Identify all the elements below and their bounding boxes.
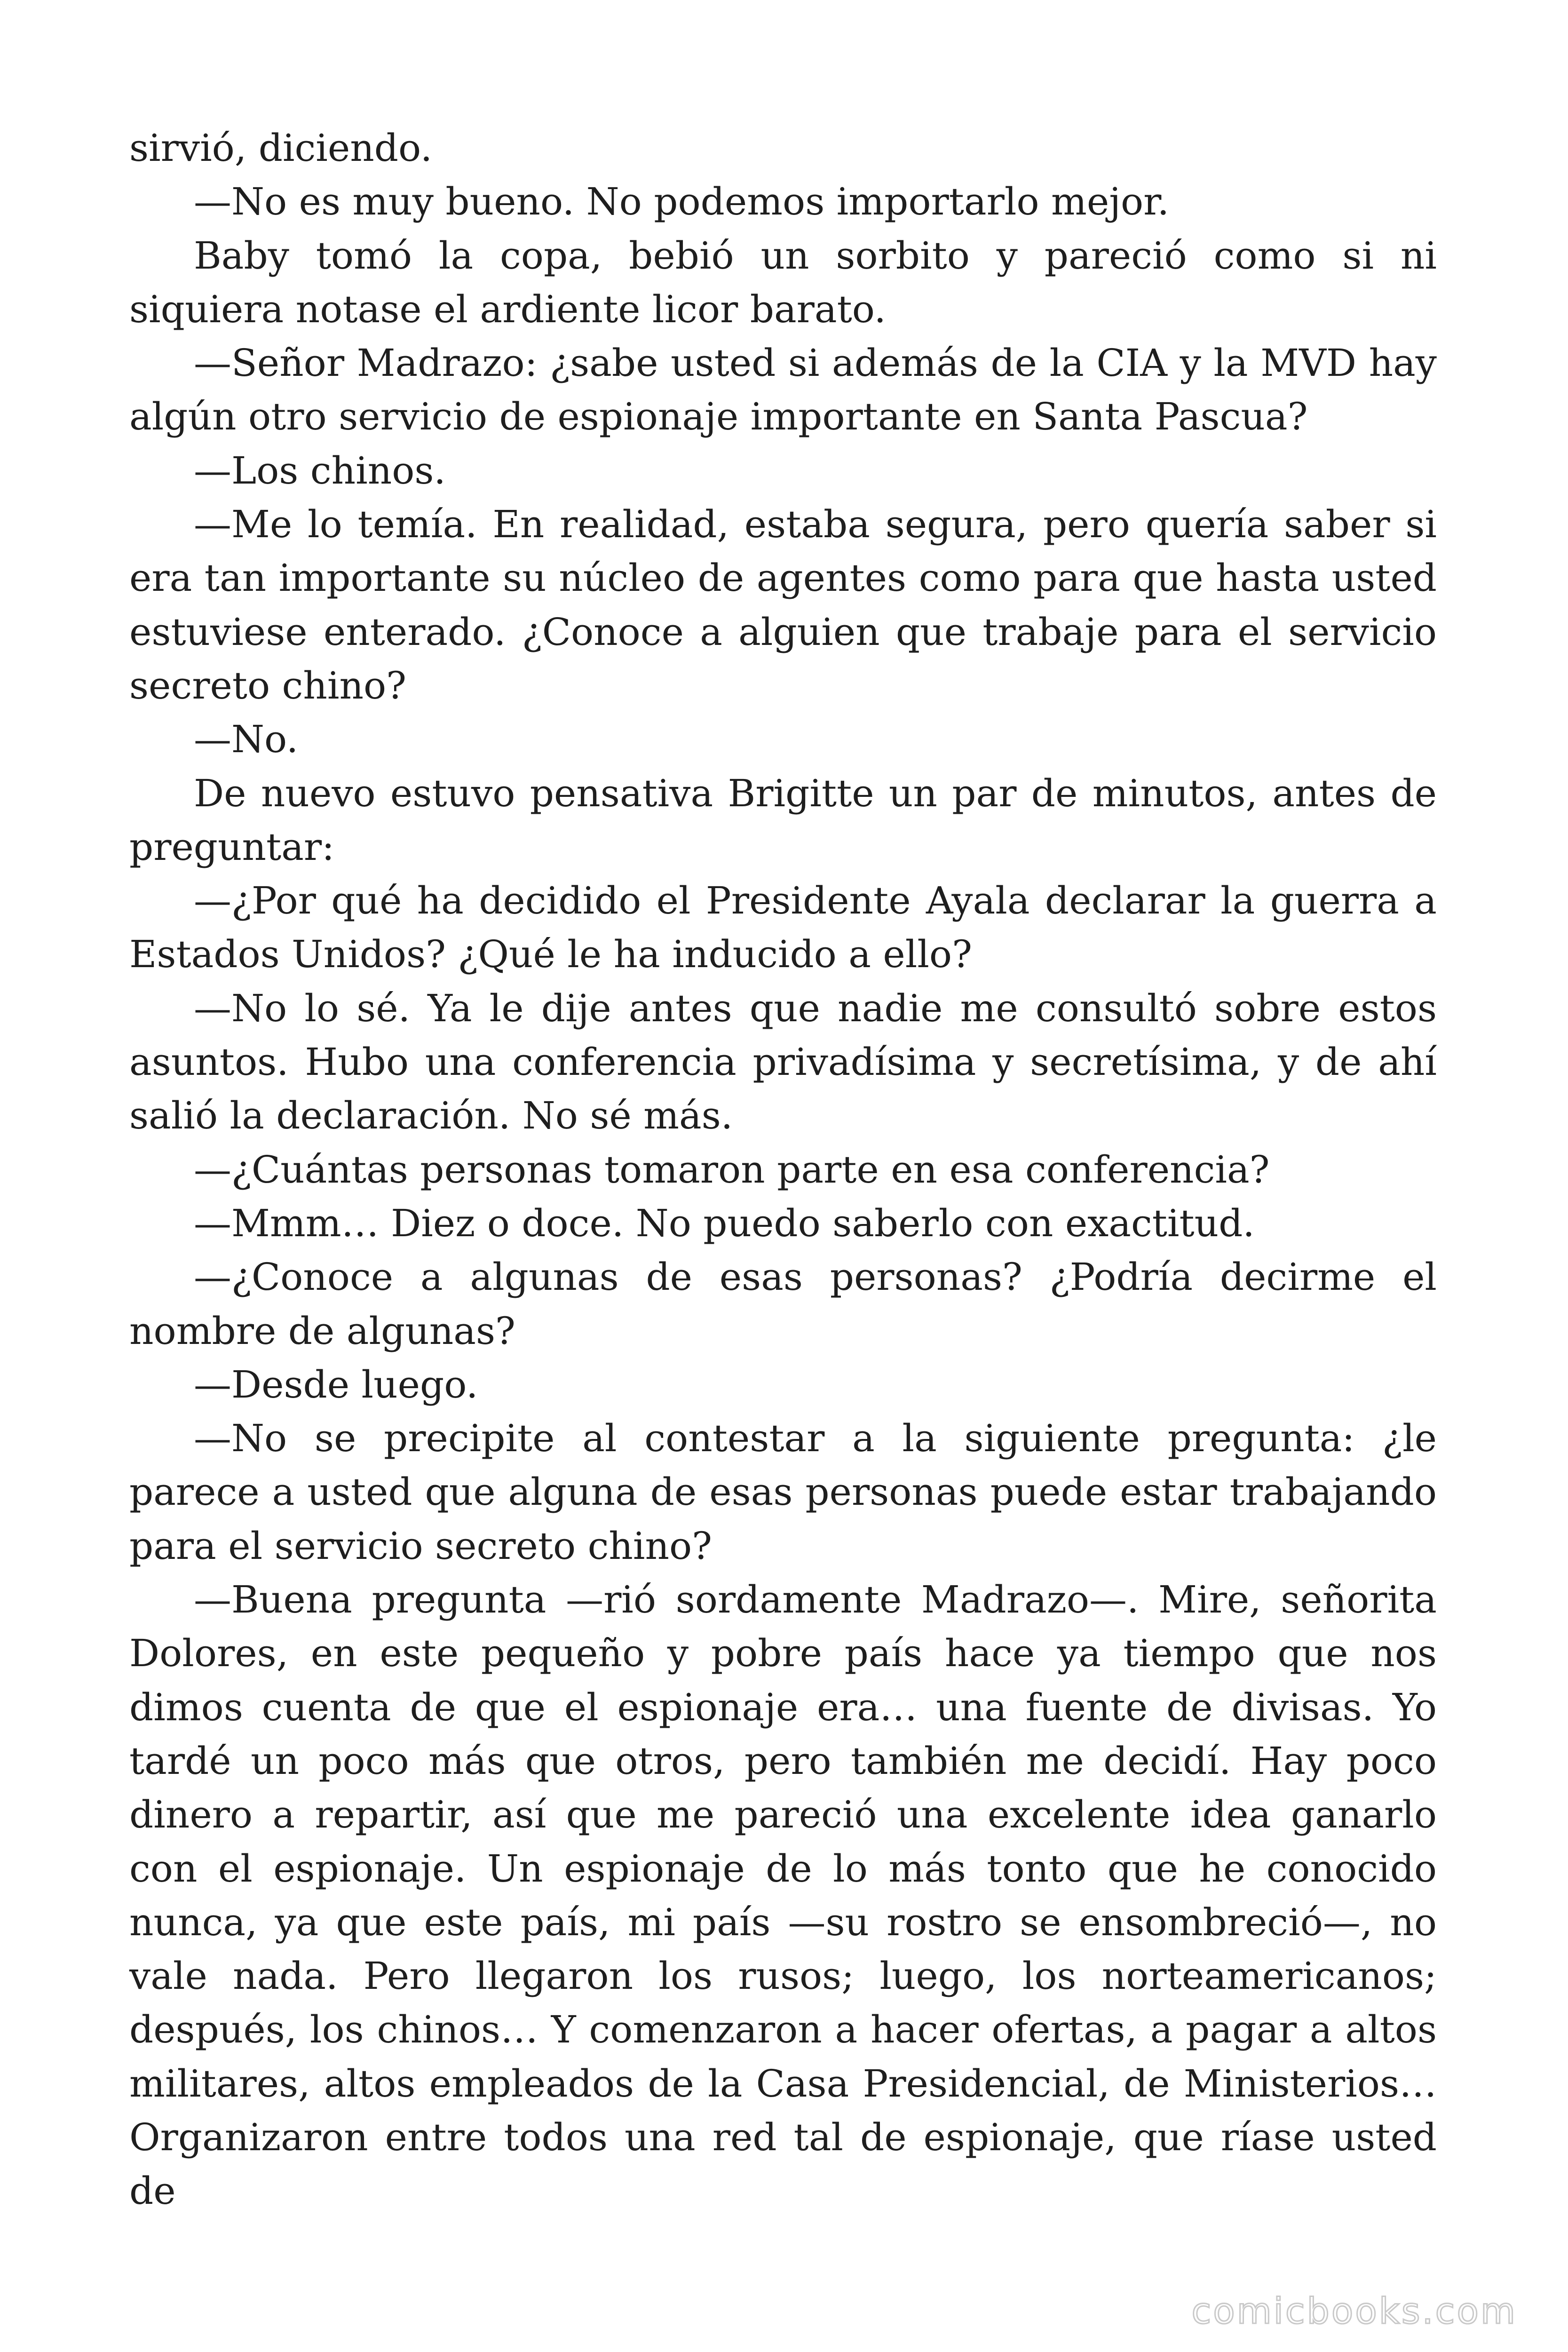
- paragraph: Baby tomó la copa, bebió un sorbito y pareció como si ni siquiera notase el ardiente licor barato.: [129, 233, 1437, 331]
- paragraph: —¿Cuántas personas tomaron parte en esa conferencia?: [194, 1147, 1270, 1192]
- paragraph: —No se precipite al contestar a la siguiente pregunta: ¿le parece a usted que alguna de esas personas puede estar trabajando para el servicio secreto chino?: [129, 1416, 1437, 1568]
- paragraph: —Señor Madrazo: ¿sabe usted si además de la CIA y la MVD hay algún otro servicio de espionaje importante en Santa Pascua?: [129, 341, 1437, 439]
- paragraph: —Mmm… Diez o doce. No puedo saberlo con exactitud.: [194, 1201, 1255, 1245]
- paragraph: —¿Conoce a algunas de esas personas? ¿Podría decirme el nombre de algunas?: [129, 1255, 1437, 1353]
- paragraph: —Me lo temía. En realidad, estaba segura, pero quería saber si era tan importante su núcleo de agentes como para que hasta usted estuviese enterado. ¿Conoce a alguien que trabaje para el servicio secreto chino?: [129, 502, 1437, 707]
- watermark: comicbooks.com: [1191, 2290, 1517, 2332]
- paragraph: De nuevo estuvo pensativa Brigitte un par de minutos, antes de preguntar:: [129, 771, 1437, 869]
- paragraph: —Los chinos.: [194, 448, 446, 493]
- book-page-text: [129, 121, 1437, 2218]
- paragraph: —No.: [194, 717, 299, 762]
- paragraph: sirvió, diciendo.: [129, 126, 433, 170]
- paragraph: —Buena pregunta —rió sordamente Madrazo—. Mire, señorita Dolores, en este pequeño y pobre país hace ya tiempo que nos dimos cuenta de que el espionaje era… una fuente de divisas. Yo tardé un poco más que otros, pero también me decidí. Hay poco dinero a repartir, así que me pareció una excelente idea ganarlo con el espionaje. Un espionaje de lo más tonto que he conocido nunca, ya que este país, mi país —su rostro se ensombreció—, no vale nada. Pero llegaron los rusos; luego, los norteamericanos; después, los chinos… Y comenzaron a hacer ofertas, a pagar a altos militares, altos empleados de la Casa Presidencial, de Ministerios… Organizaron entre todos una red tal de espionaje, que ríase usted de: [129, 1578, 1437, 2213]
- paragraph: —Desde luego.: [194, 1362, 478, 1406]
- paragraph: —¿Por qué ha decidido el Presidente Ayala declarar la guerra a Estados Unidos? ¿Qué le ha inducido a ello?: [129, 879, 1437, 977]
- paragraph: —No es muy bueno. No podemos importarlo mejor.: [194, 180, 1170, 224]
- paragraph: —No lo sé. Ya le dije antes que nadie me consultó sobre estos asuntos. Hubo una conferencia privadísima y secretísima, y de ahí salió la declaración. No sé más.: [129, 986, 1437, 1138]
